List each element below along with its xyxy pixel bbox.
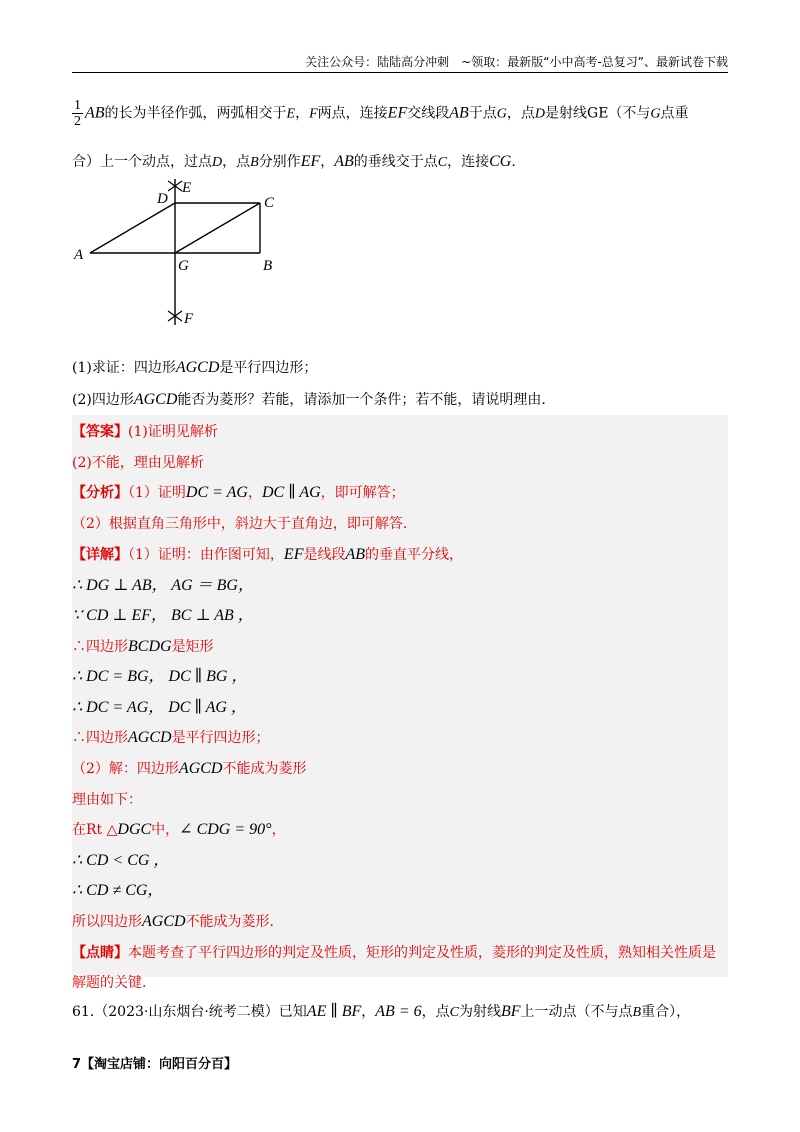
text: （2）解：四边形: [72, 761, 179, 777]
math-ef: EF: [283, 546, 304, 563]
detail-line-7: [72, 728, 270, 748]
math-agcd: AGCD: [133, 391, 178, 408]
text: ，点: [222, 154, 251, 170]
math-g: G: [496, 106, 507, 122]
fraction-numerator: 1: [74, 98, 81, 113]
math-step: ∵ CD ⊥ EF， BC ⊥ AB ，: [72, 607, 254, 624]
math-cg: CG: [489, 153, 512, 170]
math-d: D: [534, 106, 546, 122]
comment-tag: 【点睛】: [72, 945, 128, 961]
math-step: ∴ DC = AG， DC ∥ AG ，: [72, 699, 247, 716]
text: 不能成为菱形: [222, 761, 307, 777]
math-step: ∴ DC = BG， DC ∥ BG ，: [72, 668, 248, 685]
segment-gc: [175, 203, 260, 253]
text: ，: [361, 1004, 376, 1020]
text: 是线段: [303, 547, 346, 563]
question-2: [72, 390, 546, 410]
text: 上一动点（不与点: [520, 1004, 633, 1020]
text: (2)四边形: [72, 392, 134, 408]
math-ab-eq-6: AB = 6: [375, 1003, 422, 1020]
text: （2）根据直角三角形中，斜边大于直角边，即可解答.: [72, 516, 408, 532]
fraction-denominator: 2: [74, 114, 81, 129]
math-ae-par-bf: AE ∥ BF: [306, 1003, 362, 1020]
fraction-one-half: [72, 98, 83, 129]
math-step: ∴ DG ⊥ AB， AG ＝ BG，: [72, 577, 254, 594]
math-ef: EF: [387, 104, 408, 122]
text: 解题的关键.: [72, 975, 147, 991]
text: ，: [320, 154, 335, 170]
detail-line-2: [72, 576, 254, 596]
math-agcd: AGCD: [142, 913, 186, 930]
answer-tag: 【答案】: [72, 424, 128, 440]
text: 61.（2023·山东烟台·统考二模）已知: [72, 1004, 307, 1020]
text: 的长为半径作弧，两弧相交于: [104, 105, 287, 122]
detail-line-11: [72, 851, 169, 871]
text: 的垂线交于点: [353, 154, 438, 170]
detail-line-13: [72, 912, 274, 932]
text: 中，: [151, 822, 180, 838]
answer-line-1: [72, 422, 218, 442]
comment-line-2: [72, 973, 146, 993]
text: (1)求证：四边形: [72, 360, 176, 376]
math-agcd: AGCD: [178, 760, 223, 777]
text: ，: [247, 485, 262, 501]
detail-line-9: [72, 790, 142, 810]
math-c: C: [437, 155, 448, 170]
math-bf: BF: [500, 1003, 521, 1020]
text: 是平行四边形；: [219, 360, 318, 376]
next-problem-line: [72, 1002, 690, 1023]
text: (1)证明见解析: [128, 424, 218, 440]
detail-line-4: [72, 637, 214, 657]
text: 所以四边形: [72, 914, 142, 930]
math-dc-par-ag: DC ∥ AG: [261, 484, 321, 501]
math-dgc: DGC: [117, 821, 152, 838]
text: （1）证明: [128, 485, 186, 501]
detail-line-10: [72, 820, 286, 840]
analysis-line-1: [72, 483, 405, 503]
detail-line-5: [72, 667, 247, 687]
math-angle: ∠ CDG = 90°: [179, 821, 272, 838]
text: 于点: [468, 105, 497, 122]
detail-line-8: [72, 759, 306, 779]
text: 重合），: [641, 1004, 691, 1020]
page-footer: 7【淘宝店铺：向阳百分百】: [72, 1057, 238, 1072]
text: 能否为菱形？若能，请添加一个条件；若不能，请说明理由.: [177, 392, 546, 408]
math-agcd: AGCD: [175, 359, 220, 376]
analysis-tag: 【分析】: [72, 485, 128, 501]
text: ∴四边形: [72, 639, 128, 655]
text: （1）证明：由作图可知，: [128, 547, 284, 563]
detail-line-6: [72, 698, 247, 718]
math-agcd: AGCD: [128, 729, 172, 746]
text: ，点: [506, 105, 535, 122]
question-1: [72, 358, 317, 378]
text: 在Rt △: [72, 822, 118, 838]
math-e: E: [286, 106, 296, 122]
problem-line-2: [72, 152, 516, 173]
label-g: G: [178, 258, 189, 274]
label-f: F: [184, 311, 194, 327]
label-d: D: [157, 191, 168, 207]
text: 两点，连接: [317, 105, 388, 122]
text: ，即可解答；: [320, 485, 405, 501]
detail-line-3: [72, 606, 254, 626]
math-bcdg: BCDG: [128, 638, 172, 655]
math-ab: AB: [334, 153, 354, 170]
text: (2)不能，理由见解析: [72, 455, 204, 471]
text: 是射线GE（不与: [545, 105, 651, 122]
label-a: A: [74, 247, 84, 263]
text: 分别作: [258, 154, 301, 170]
text: 点重: [660, 105, 689, 122]
text: 交线段: [407, 105, 450, 122]
detail-tag: 【详解】: [72, 547, 128, 563]
label-c: C: [264, 195, 275, 211]
math-ef: EF: [300, 153, 321, 170]
text: 理由如下：: [72, 792, 142, 808]
math-ab: AB: [449, 104, 469, 122]
segment-ad: [90, 203, 175, 253]
text: ∴四边形: [72, 730, 128, 746]
math-ab: AB: [85, 104, 105, 122]
detail-line-1: [72, 545, 463, 565]
text: 是平行四边形；: [171, 730, 270, 746]
math-b: B: [632, 1005, 642, 1020]
text: ，点: [421, 1004, 450, 1020]
analysis-line-2: [72, 514, 407, 534]
math-g: G: [650, 106, 661, 122]
math-step: ∴ CD < CG ，: [72, 852, 170, 869]
geometry-figure: [60, 175, 300, 335]
math-d: D: [212, 155, 223, 170]
text: 本题考查了平行四边形的判定及性质，矩形的判定及性质，菱形的判定及性质，熟知相关性质是: [128, 945, 716, 961]
math-c: C: [449, 1005, 459, 1020]
label-b: B: [263, 258, 273, 274]
text: 的垂直平分线，: [365, 547, 464, 563]
text: 合）上一个动点，过点: [72, 154, 212, 170]
math-ab: AB: [345, 546, 366, 563]
text: ，: [271, 822, 286, 838]
answer-line-2: [72, 453, 204, 473]
problem-line-1: [72, 98, 689, 129]
math-b: B: [250, 155, 259, 170]
comment-line-1: [72, 943, 716, 963]
math-dc-eq-ag: DC = AG: [185, 484, 248, 501]
text: 为射线: [458, 1004, 501, 1020]
text: ，连接: [447, 154, 490, 170]
text: 是矩形: [171, 639, 214, 655]
page-header: 关注公众号：陆陆高分冲刺 ~领取：最新版“小中高考-总复习”、最新试卷下载: [72, 52, 728, 73]
text: ，: [295, 105, 310, 122]
text: .: [511, 154, 516, 170]
math-f: F: [309, 106, 318, 122]
label-e: E: [182, 180, 192, 196]
detail-line-12: [72, 881, 163, 901]
math-step: ∴ CD ≠ CG，: [72, 882, 164, 899]
text: 不能成为菱形.: [185, 914, 275, 930]
